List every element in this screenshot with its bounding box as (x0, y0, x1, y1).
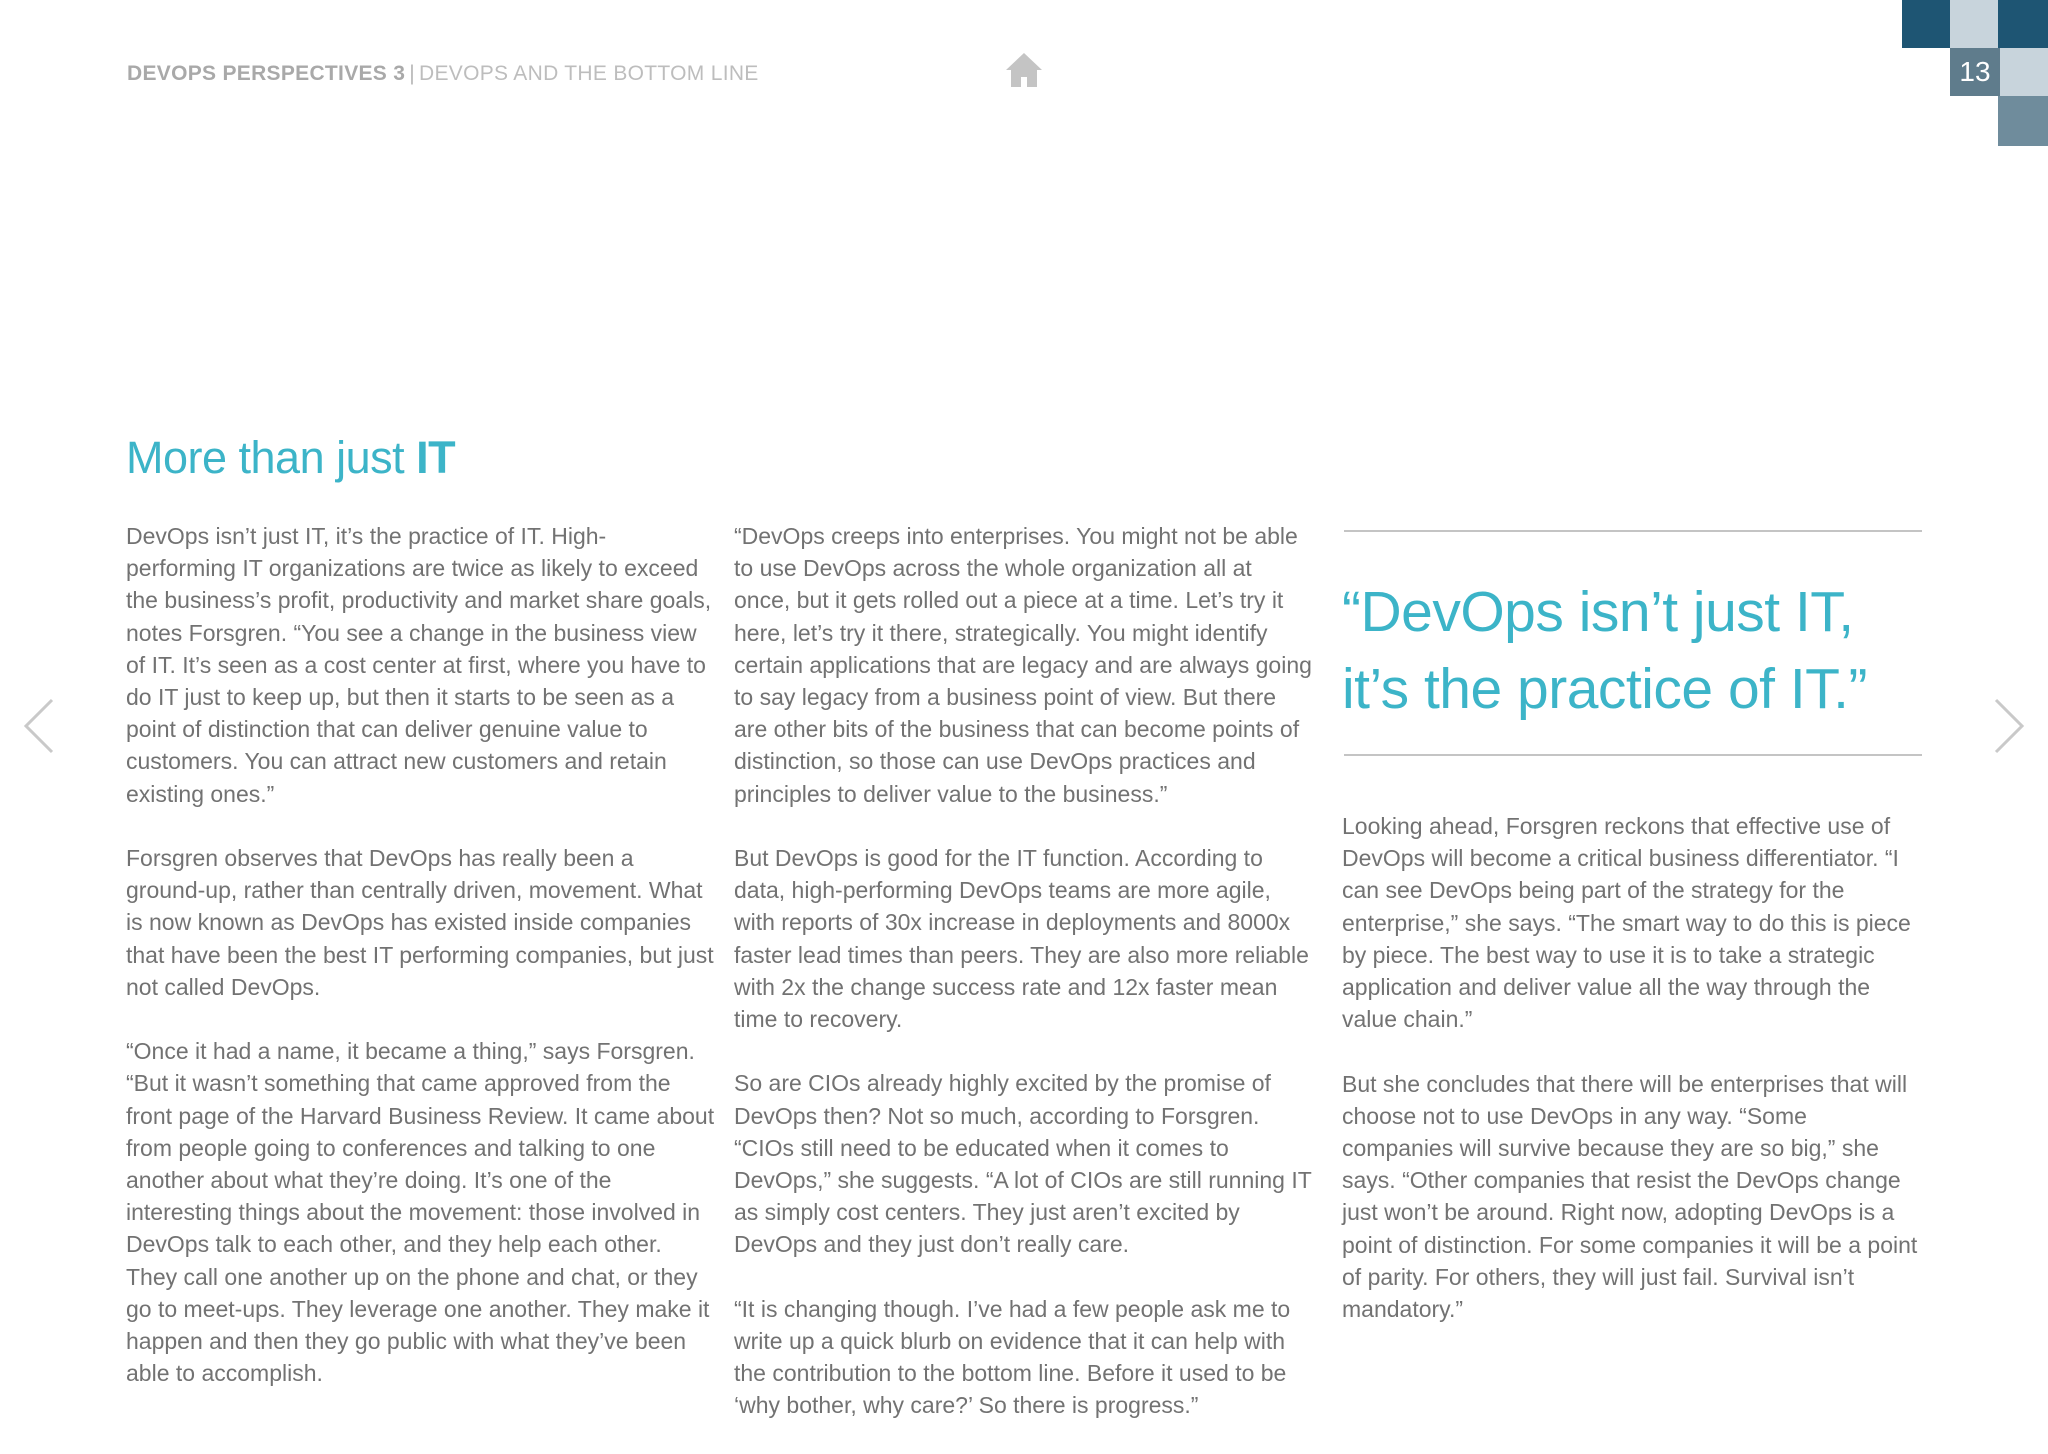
chevron-right-icon[interactable] (1992, 696, 2028, 756)
publication-series: DEVOPS PERSPECTIVES 3 (127, 62, 406, 85)
paragraph: But she concludes that there will be enterprises that will choose not to use DevOps in any way. “Some companies will survive because they are so big,” she says. “Other companies that resist the DevOps change just won’t be around. Right now, adopting DevOps is a point of distinction. For some companies it will be a point of parity. For others, they will just fail. Survival isn’t mandatory.” (1342, 1070, 1918, 1323)
pullquote (1342, 574, 1922, 728)
article-column-3 (1342, 810, 1922, 1357)
paragraph: “DevOps creeps into enterprises. You might not be able to use DevOps across the whole organization all at once, but it gets rolled out a piece at a time. Let’s try it here, let’s try it there, strategically. You might identify certain applications that are legacy and are always going to say legacy from a business point of view. But there are other bits of the business that can become points of distinction, so those can use DevOps practices and principles to deliver value to the business.” (734, 523, 1312, 807)
paragraph: But DevOps is good for the IT function. According to data, high-performing DevOps teams are more agile, with reports of 30x increase in deployments and 8000x faster lead times than peers. They are also more reliable with 2x the change success rate and 12x faster mean time to recovery. (734, 845, 1309, 1033)
paragraph: Looking ahead, Forsgren reckons that effective use of DevOps will become a critical business differentiator. “I can see DevOps being part of the strategy for the enterprise,” she says. “The smart way to do this is piece by piece. The best way to use it is to take a strategic application and deliver value all the way through the value chain.” (1342, 813, 1911, 1033)
paragraph: So are CIOs already highly excited by the promise of DevOps then? Not so much, according to Forsgren. “CIOs still need to be educated when it comes to DevOps,” she suggests. “A lot of CIOs are still running IT as simply cost centers. They just aren’t excited by DevOps and they just don’t really care. (734, 1070, 1312, 1258)
corner-decoration-navy-2 (1998, 0, 2048, 48)
pullquote-rule-bottom (1344, 754, 1922, 756)
header-separator: | (409, 62, 415, 85)
section-title-emphasis: IT (416, 432, 456, 483)
paragraph: DevOps isn’t just IT, it’s the practice of IT. High-performing IT organizations are twice as likely to exceed the business’s profit, productivity and market share goals, notes Forsgren. “You see a change in the business view of IT. It’s seen as a cost center at first, where you have to do IT just to keep up, but then it starts to be seen as a point of distinction that can deliver genuine value to customers. You can attract new customers and retain existing ones.” (126, 523, 712, 807)
home-icon[interactable] (1005, 52, 1043, 88)
paragraph: Forsgren observes that DevOps has really been a ground-up, rather than centrally driven, movement. What is now known as DevOps has existed inside companies that have been the best IT performing companies, but just not called DevOps. (126, 845, 714, 1000)
pullquote-rule-top (1344, 530, 1922, 532)
article-column-1 (126, 520, 716, 1422)
corner-decoration-pale-2 (1998, 48, 2048, 96)
paragraph: “It is changing though. I’ve had a few people ask me to write up a quick blurb on evidence that it can help with the contribution to the bottom line. Before it used to be ‘why bother, why care?’ So there is progress.” (734, 1295, 1291, 1419)
section-title-prefix: More than just (126, 432, 405, 483)
page-number: 13 (1950, 48, 2000, 96)
section-name: DEVOPS AND THE BOTTOM LINE (419, 62, 759, 85)
corner-decoration-slate (1998, 96, 2048, 146)
pullquote-line-1: “DevOps isn’t just IT, (1342, 580, 1854, 644)
corner-decoration-pale (1950, 0, 1998, 48)
corner-decoration-navy (1902, 0, 1950, 48)
chevron-left-icon[interactable] (20, 696, 56, 756)
section-title (126, 432, 455, 484)
running-header (127, 62, 759, 86)
article-column-2 (734, 520, 1314, 1454)
paragraph: “Once it had a name, it became a thing,” says Forsgren. “But it wasn’t something that came approved from the front page of the Harvard Business Review. It came about from people going to conferences and talking to one another about what they’re doing. It’s one of the interesting things about the movement: those involved in DevOps talk to each other, and they help each other. They call one another up on the phone and chat, or they go to meet-ups. They leverage one another. They make it happen and then they go public with what they’ve been able to accomplish. (126, 1038, 715, 1387)
pullquote-line-2: it’s the practice of IT.” (1342, 657, 1867, 721)
